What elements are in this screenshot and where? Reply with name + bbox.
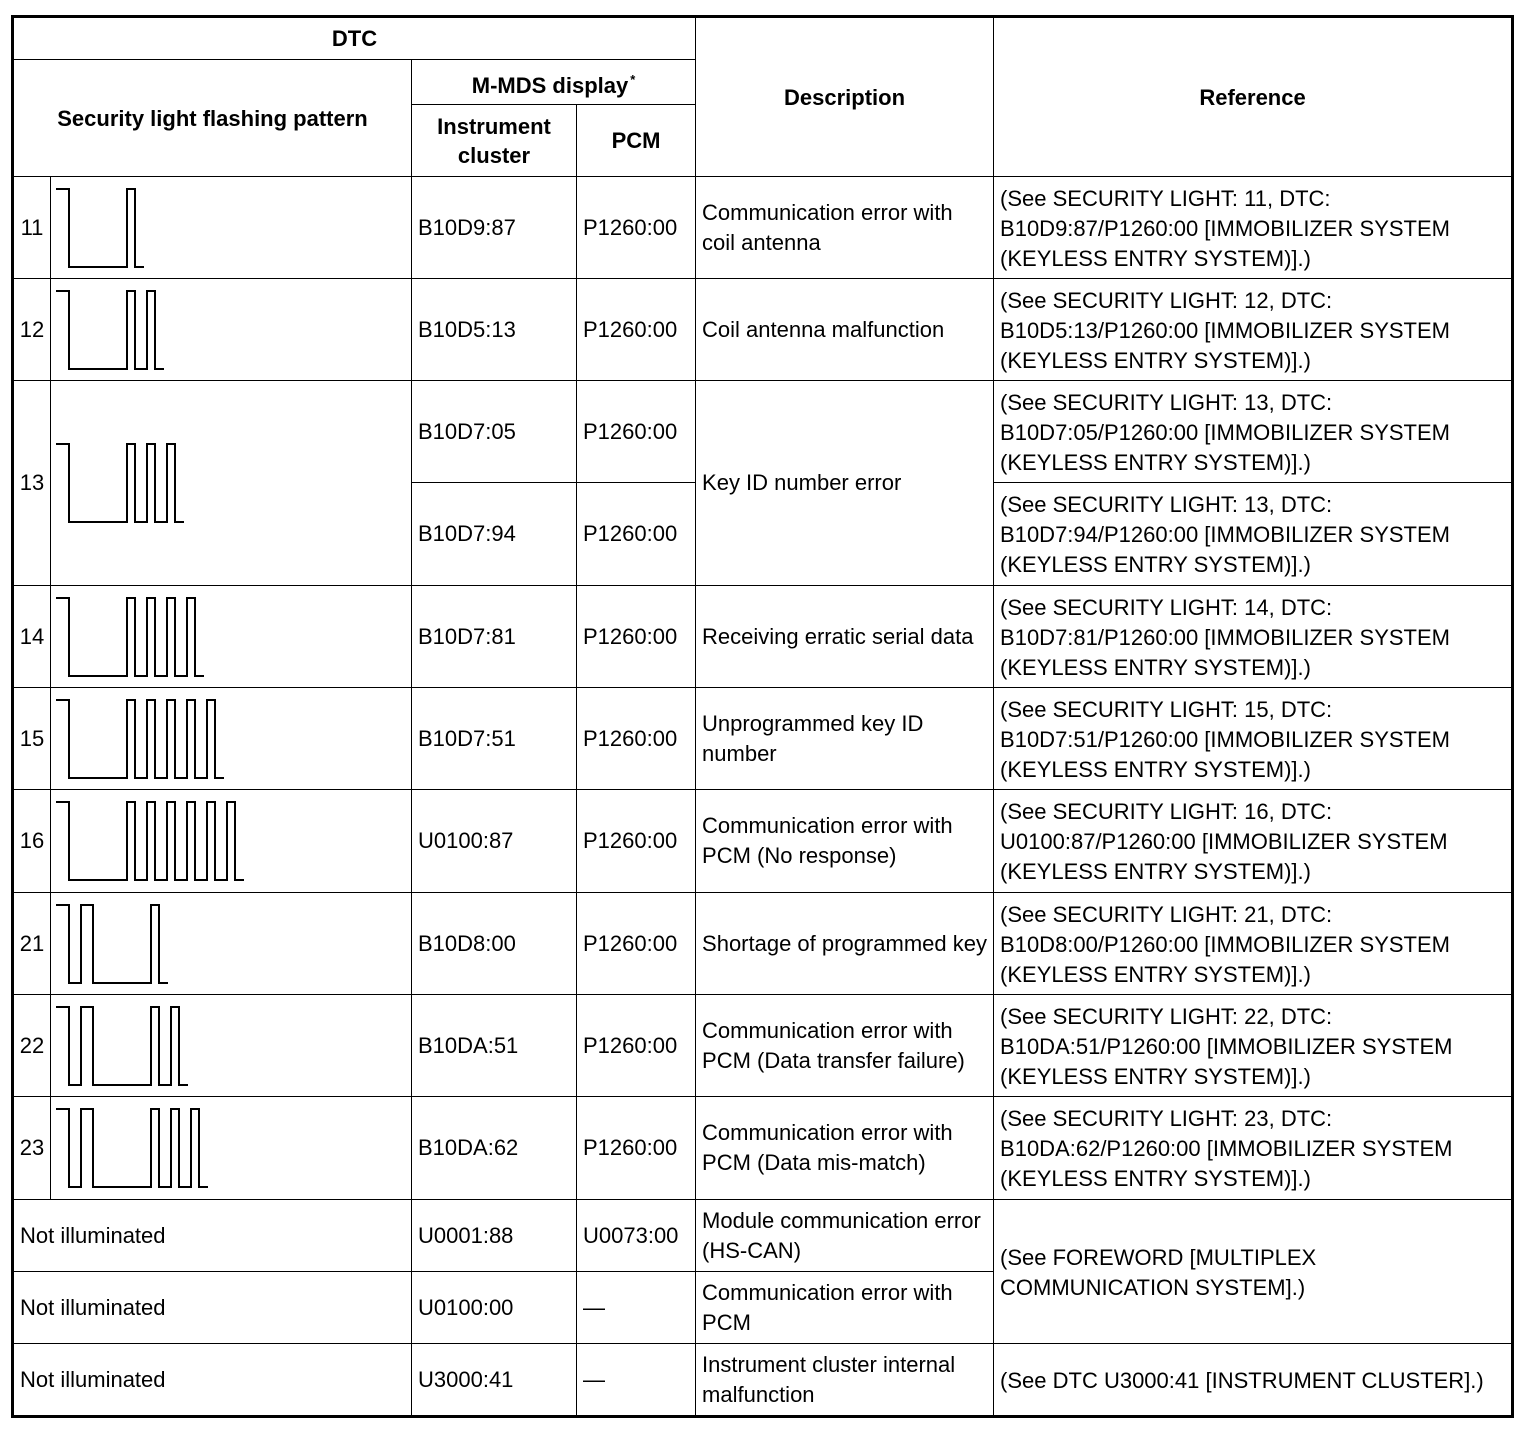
flash-pattern-line: [57, 1109, 207, 1187]
description-cell: Coil antenna malfunction: [696, 279, 994, 381]
flash-pattern-line: [57, 291, 163, 369]
code-cell: 15: [13, 688, 51, 790]
cluster-code-cell: U3000:41: [412, 1344, 577, 1417]
pcm-code-cell: —: [577, 1272, 696, 1344]
table-row: [13, 279, 1513, 381]
pcm-code-cell: P1260:00: [577, 893, 696, 995]
description-cell: Unprogrammed key ID number: [696, 688, 994, 790]
flash-pattern-cell: [51, 586, 412, 688]
pattern-text-cell: Not illuminated: [13, 1200, 412, 1272]
pattern-text-cell: Not illuminated: [13, 1272, 412, 1344]
reference-cell: (See SECURITY LIGHT: 11, DTC: B10D9:87/P1260:00 [IMMOBILIZER SYSTEM (KEYLESS ENTRY SYSTEM)].): [994, 177, 1513, 279]
code-cell: 16: [13, 790, 51, 893]
flash-pattern-line: [57, 444, 183, 522]
pcm-header: PCM: [577, 105, 696, 177]
reference-cell: (See SECURITY LIGHT: 14, DTC: B10D7:81/P1260:00 [IMMOBILIZER SYSTEM (KEYLESS ENTRY SYSTEM)].): [994, 586, 1513, 688]
cluster-code-cell: B10D7:94: [412, 483, 577, 586]
cluster-code-cell: B10D8:00: [412, 893, 577, 995]
table-row: [13, 1344, 1513, 1417]
cluster-code-cell: B10D7:51: [412, 688, 577, 790]
cluster-code-cell: B10D9:87: [412, 177, 577, 279]
flash-pattern-waveform: [51, 996, 411, 1096]
reference-cell: (See SECURITY LIGHT: 22, DTC: B10DA:51/P1260:00 [IMMOBILIZER SYSTEM (KEYLESS ENTRY SYSTEM)].): [994, 995, 1513, 1097]
cluster-code-cell: U0100:87: [412, 790, 577, 893]
cluster-code-cell: U0100:00: [412, 1272, 577, 1344]
reference-header: Reference: [994, 17, 1513, 177]
code-cell: 14: [13, 586, 51, 688]
flash-pattern-waveform: [51, 791, 411, 891]
flash-pattern-cell: [51, 381, 412, 586]
description-cell: Module communication error (HS-CAN): [696, 1200, 994, 1272]
code-cell: 12: [13, 279, 51, 381]
description-cell: Receiving erratic serial data: [696, 586, 994, 688]
flash-pattern-cell: [51, 1097, 412, 1200]
pattern-header: [13, 60, 412, 177]
dtc-table: [11, 15, 1514, 1418]
reference-cell: (See SECURITY LIGHT: 15, DTC: B10D7:51/P1260:00 [IMMOBILIZER SYSTEM (KEYLESS ENTRY SYSTEM)].): [994, 688, 1513, 790]
pcm-code-cell: U0073:00: [577, 1200, 696, 1272]
cluster-code-cell: B10D5:13: [412, 279, 577, 381]
flash-pattern-cell: [51, 177, 412, 279]
description-cell: Communication error with PCM: [696, 1272, 994, 1344]
flash-pattern-cell: [51, 995, 412, 1097]
description-cell: Communication error with PCM (Data transfer failure): [696, 995, 994, 1097]
flash-pattern-cell: [51, 279, 412, 381]
pcm-code-cell: P1260:00: [577, 688, 696, 790]
pcm-code-cell: P1260:00: [577, 790, 696, 893]
table-row: [13, 995, 1513, 1097]
flash-pattern-waveform: [51, 383, 411, 583]
mmds-header-label: M-MDS display: [471, 72, 629, 98]
cluster-code-cell: B10D7:05: [412, 381, 577, 483]
pcm-code-cell: P1260:00: [577, 586, 696, 688]
pattern-text-cell: Not illuminated: [13, 1344, 412, 1417]
code-cell: 21: [13, 893, 51, 995]
table-row: [13, 790, 1513, 893]
reference-cell: (See SECURITY LIGHT: 23, DTC: B10DA:62/P1260:00 [IMMOBILIZER SYSTEM (KEYLESS ENTRY SYSTEM)].): [994, 1097, 1513, 1200]
code-cell: 23: [13, 1097, 51, 1200]
reference-cell: (See SECURITY LIGHT: 16, DTC: U0100:87/P1260:00 [IMMOBILIZER SYSTEM (KEYLESS ENTRY SYSTEM)].): [994, 790, 1513, 893]
code-cell: 11: [13, 177, 51, 279]
instrument-cluster-header: Instrument cluster: [412, 105, 577, 177]
pcm-code-cell: P1260:00: [577, 1097, 696, 1200]
reference-cell: (See FOREWORD [MULTIPLEX COMMUNICATION SYSTEM].): [994, 1200, 1513, 1344]
table-row: [13, 1200, 1513, 1272]
reference-cell: (See SECURITY LIGHT: 13, DTC: B10D7:05/P1260:00 [IMMOBILIZER SYSTEM (KEYLESS ENTRY SYSTEM)].): [994, 381, 1513, 483]
description-cell: Communication error with PCM (No response): [696, 790, 994, 893]
flash-pattern-line: [57, 700, 223, 778]
table-row: [13, 688, 1513, 790]
flash-pattern-waveform: [51, 280, 411, 380]
flash-pattern-line: [57, 1007, 187, 1085]
pcm-code-cell: P1260:00: [577, 177, 696, 279]
code-cell: 13: [13, 381, 51, 586]
reference-cell: (See SECURITY LIGHT: 13, DTC: B10D7:94/P1260:00 [IMMOBILIZER SYSTEM (KEYLESS ENTRY SYSTEM)].): [994, 483, 1513, 586]
flash-pattern-waveform: [51, 1098, 411, 1198]
description-cell: Communication error with PCM (Data mis-match): [696, 1097, 994, 1200]
flash-pattern-waveform: [51, 178, 411, 278]
pcm-code-cell: P1260:00: [577, 995, 696, 1097]
reference-cell: (See DTC U3000:41 [INSTRUMENT CLUSTER].): [994, 1344, 1513, 1417]
cluster-code-cell: B10DA:51: [412, 995, 577, 1097]
flash-pattern-waveform: [51, 894, 411, 994]
flash-pattern-line: [57, 189, 143, 267]
table-row: [13, 586, 1513, 688]
pcm-code-cell: P1260:00: [577, 483, 696, 586]
flash-pattern-cell: [51, 688, 412, 790]
description-header: Description: [696, 17, 994, 177]
flash-pattern-cell: [51, 790, 412, 893]
mmds-footnote-mark: *: [630, 71, 636, 87]
flash-pattern-line: [57, 802, 243, 880]
cluster-code-cell: U0001:88: [412, 1200, 577, 1272]
table-row: [13, 1097, 1513, 1200]
description-cell: Communication error with coil antenna: [696, 177, 994, 279]
pcm-code-cell: —: [577, 1344, 696, 1417]
cluster-code-cell: B10D7:81: [412, 586, 577, 688]
mmds-header: [412, 60, 696, 105]
flash-pattern-waveform: [51, 587, 411, 687]
pcm-code-cell: P1260:00: [577, 381, 696, 483]
table-row: [13, 381, 1513, 483]
flash-pattern-waveform: [51, 689, 411, 789]
flash-pattern-line: [57, 905, 167, 983]
table-row: [13, 177, 1513, 279]
pcm-code-cell: P1260:00: [577, 279, 696, 381]
pattern-header-label: Security light flashing pattern: [57, 105, 368, 131]
description-cell: Key ID number error: [696, 381, 994, 586]
reference-cell: (See SECURITY LIGHT: 12, DTC: B10D5:13/P1260:00 [IMMOBILIZER SYSTEM (KEYLESS ENTRY SYSTEM)].): [994, 279, 1513, 381]
code-cell: 22: [13, 995, 51, 1097]
description-cell: Shortage of programmed key: [696, 893, 994, 995]
cluster-code-cell: B10DA:62: [412, 1097, 577, 1200]
flash-pattern-line: [57, 598, 203, 676]
reference-cell: (See SECURITY LIGHT: 21, DTC: B10D8:00/P1260:00 [IMMOBILIZER SYSTEM (KEYLESS ENTRY SYSTEM)].): [994, 893, 1513, 995]
table-row: [13, 893, 1513, 995]
dtc-header: DTC: [13, 17, 696, 60]
description-cell: Instrument cluster internal malfunction: [696, 1344, 994, 1417]
flash-pattern-cell: [51, 893, 412, 995]
